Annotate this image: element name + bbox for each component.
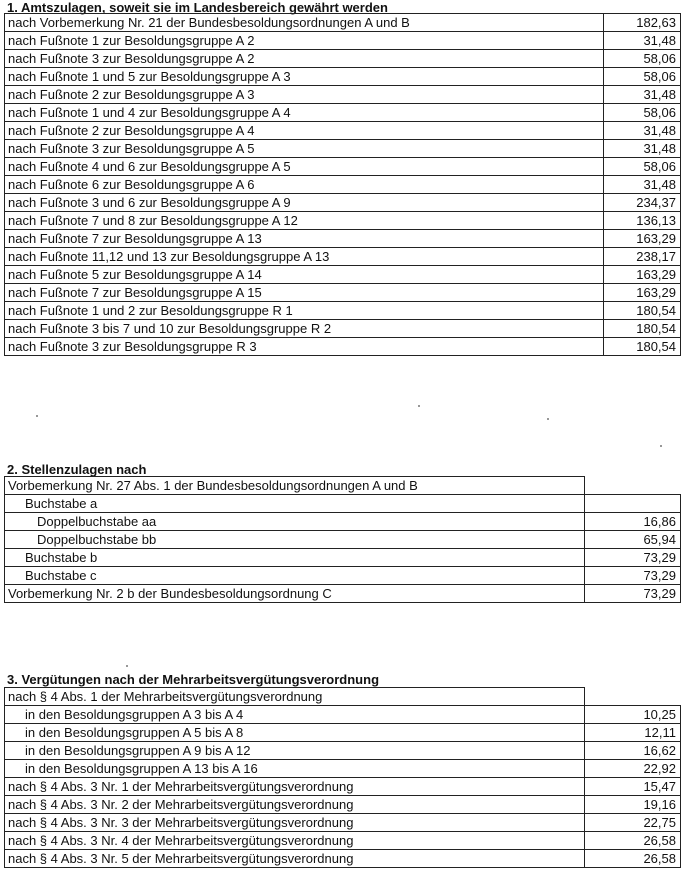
scan-speck: [126, 665, 128, 667]
row-label: Buchstabe b: [5, 549, 585, 567]
table-row: [5, 176, 681, 194]
row-value: 58,06: [604, 68, 681, 86]
table-row: [5, 50, 681, 68]
row-value: 31,48: [604, 122, 681, 140]
row-label: nach Fußnote 7 und 8 zur Besoldungsgruppe A 12: [5, 212, 604, 230]
row-value: 19,16: [585, 796, 681, 814]
row-value: 31,48: [604, 140, 681, 158]
row-label: nach Fußnote 3 zur Besoldungsgruppe R 3: [5, 338, 604, 356]
row-label: nach Fußnote 3 zur Besoldungsgruppe A 2: [5, 50, 604, 68]
row-value: 26,58: [585, 832, 681, 850]
row-value: 58,06: [604, 158, 681, 176]
row-value: 58,06: [604, 104, 681, 122]
row-value: 16,86: [585, 513, 681, 531]
table-row: [5, 513, 681, 531]
table-row: [5, 688, 681, 706]
row-label: Doppelbuchstabe aa: [5, 513, 585, 531]
row-value: 22,75: [585, 814, 681, 832]
row-value: 180,54: [604, 302, 681, 320]
table-row: [5, 760, 681, 778]
row-label: nach Fußnote 4 und 6 zur Besoldungsgruppe A 5: [5, 158, 604, 176]
row-label: nach Vorbemerkung Nr. 21 der Bundesbesoldungsordnungen A und B: [5, 14, 604, 32]
table-row: [5, 567, 681, 585]
row-label: Buchstabe a: [5, 495, 585, 513]
row-value: 180,54: [604, 338, 681, 356]
row-value: 31,48: [604, 86, 681, 104]
row-value: 22,92: [585, 760, 681, 778]
table-row: [5, 495, 681, 513]
table-row: [5, 32, 681, 50]
row-value: 163,29: [604, 230, 681, 248]
row-label: nach § 4 Abs. 3 Nr. 5 der Mehrarbeitsvergütungsverordnung: [5, 850, 585, 868]
section3-heading: 3. Vergütungen nach der Mehrarbeitsvergütungsverordnung: [7, 672, 380, 687]
row-value: 31,48: [604, 176, 681, 194]
table-row: [5, 302, 681, 320]
row-value: 73,29: [585, 567, 681, 585]
row-label: Vorbemerkung Nr. 2 b der Bundesbesoldungsordnung C: [5, 585, 585, 603]
row-value: 234,37: [604, 194, 681, 212]
row-label: in den Besoldungsgruppen A 9 bis A 12: [5, 742, 585, 760]
row-label: nach Fußnote 7 zur Besoldungsgruppe A 13: [5, 230, 604, 248]
row-label: nach Fußnote 3 bis 7 und 10 zur Besoldungsgruppe R 2: [5, 320, 604, 338]
row-label: nach § 4 Abs. 1 der Mehrarbeitsvergütungsverordnung: [5, 688, 585, 706]
section2-heading: 2. Stellenzulagen nach: [7, 462, 147, 477]
row-label: nach Fußnote 1 und 2 zur Besoldungsgruppe R 1: [5, 302, 604, 320]
row-value: 65,94: [585, 531, 681, 549]
section3-table: [4, 687, 681, 868]
row-value: 31,48: [604, 32, 681, 50]
table-row: [5, 549, 681, 567]
row-value: 12,11: [585, 724, 681, 742]
row-value: [585, 495, 681, 513]
table-row: [5, 68, 681, 86]
table-row: [5, 266, 681, 284]
row-label: nach § 4 Abs. 3 Nr. 1 der Mehrarbeitsvergütungsverordnung: [5, 778, 585, 796]
row-label: nach § 4 Abs. 3 Nr. 4 der Mehrarbeitsvergütungsverordnung: [5, 832, 585, 850]
row-label: in den Besoldungsgruppen A 13 bis A 16: [5, 760, 585, 778]
row-label: nach Fußnote 5 zur Besoldungsgruppe A 14: [5, 266, 604, 284]
table-row: [5, 778, 681, 796]
scan-speck: [36, 415, 38, 417]
table-row: [5, 140, 681, 158]
row-value: 16,62: [585, 742, 681, 760]
table-row: [5, 212, 681, 230]
row-value: 73,29: [585, 585, 681, 603]
row-label: in den Besoldungsgruppen A 3 bis A 4: [5, 706, 585, 724]
row-value: 26,58: [585, 850, 681, 868]
table-row: [5, 158, 681, 176]
row-label: nach Fußnote 6 zur Besoldungsgruppe A 6: [5, 176, 604, 194]
row-value: 73,29: [585, 549, 681, 567]
table-row: [5, 850, 681, 868]
row-label: nach Fußnote 1 und 5 zur Besoldungsgruppe A 3: [5, 68, 604, 86]
table-row: [5, 194, 681, 212]
section1-table: [4, 13, 681, 356]
row-label: in den Besoldungsgruppen A 5 bis A 8: [5, 724, 585, 742]
row-value: 238,17: [604, 248, 681, 266]
table-row: [5, 14, 681, 32]
row-value: 58,06: [604, 50, 681, 68]
table-row: [5, 814, 681, 832]
row-label: nach Fußnote 3 und 6 zur Besoldungsgruppe A 9: [5, 194, 604, 212]
row-value: 163,29: [604, 266, 681, 284]
row-label: Doppelbuchstabe bb: [5, 531, 585, 549]
scan-speck: [660, 445, 662, 447]
table-row: [5, 248, 681, 266]
table-row: [5, 724, 681, 742]
row-value: 15,47: [585, 778, 681, 796]
row-value: [585, 688, 681, 706]
table-row: [5, 104, 681, 122]
row-label: nach Fußnote 3 zur Besoldungsgruppe A 5: [5, 140, 604, 158]
row-label: nach § 4 Abs. 3 Nr. 2 der Mehrarbeitsvergütungsverordnung: [5, 796, 585, 814]
section2-table: [4, 476, 681, 603]
table-row: [5, 122, 681, 140]
scan-speck: [418, 405, 420, 407]
row-value: 182,63: [604, 14, 681, 32]
table-row: [5, 338, 681, 356]
row-value: 10,25: [585, 706, 681, 724]
row-label: Vorbemerkung Nr. 27 Abs. 1 der Bundesbesoldungsordnungen A und B: [5, 477, 585, 495]
table-row: [5, 585, 681, 603]
table-row: [5, 230, 681, 248]
row-label: nach Fußnote 2 zur Besoldungsgruppe A 4: [5, 122, 604, 140]
table-row: [5, 477, 681, 495]
table-row: [5, 796, 681, 814]
scan-speck: [547, 418, 549, 420]
row-label: Buchstabe c: [5, 567, 585, 585]
row-label: nach Fußnote 1 und 4 zur Besoldungsgruppe A 4: [5, 104, 604, 122]
row-label: nach Fußnote 1 zur Besoldungsgruppe A 2: [5, 32, 604, 50]
table-row: [5, 832, 681, 850]
table-row: [5, 284, 681, 302]
row-value: [585, 477, 681, 495]
table-row: [5, 320, 681, 338]
row-value: 180,54: [604, 320, 681, 338]
row-label: nach Fußnote 7 zur Besoldungsgruppe A 15: [5, 284, 604, 302]
row-label: nach Fußnote 11,12 und 13 zur Besoldungsgruppe A 13: [5, 248, 604, 266]
row-label: nach § 4 Abs. 3 Nr. 3 der Mehrarbeitsvergütungsverordnung: [5, 814, 585, 832]
row-label: nach Fußnote 2 zur Besoldungsgruppe A 3: [5, 86, 604, 104]
table-row: [5, 742, 681, 760]
row-value: 136,13: [604, 212, 681, 230]
row-value: 163,29: [604, 284, 681, 302]
table-row: [5, 706, 681, 724]
table-row: [5, 86, 681, 104]
section1-heading: 1. Amtszulagen, soweit sie im Landesbereich gewährt werden: [7, 0, 388, 15]
table-row: [5, 531, 681, 549]
